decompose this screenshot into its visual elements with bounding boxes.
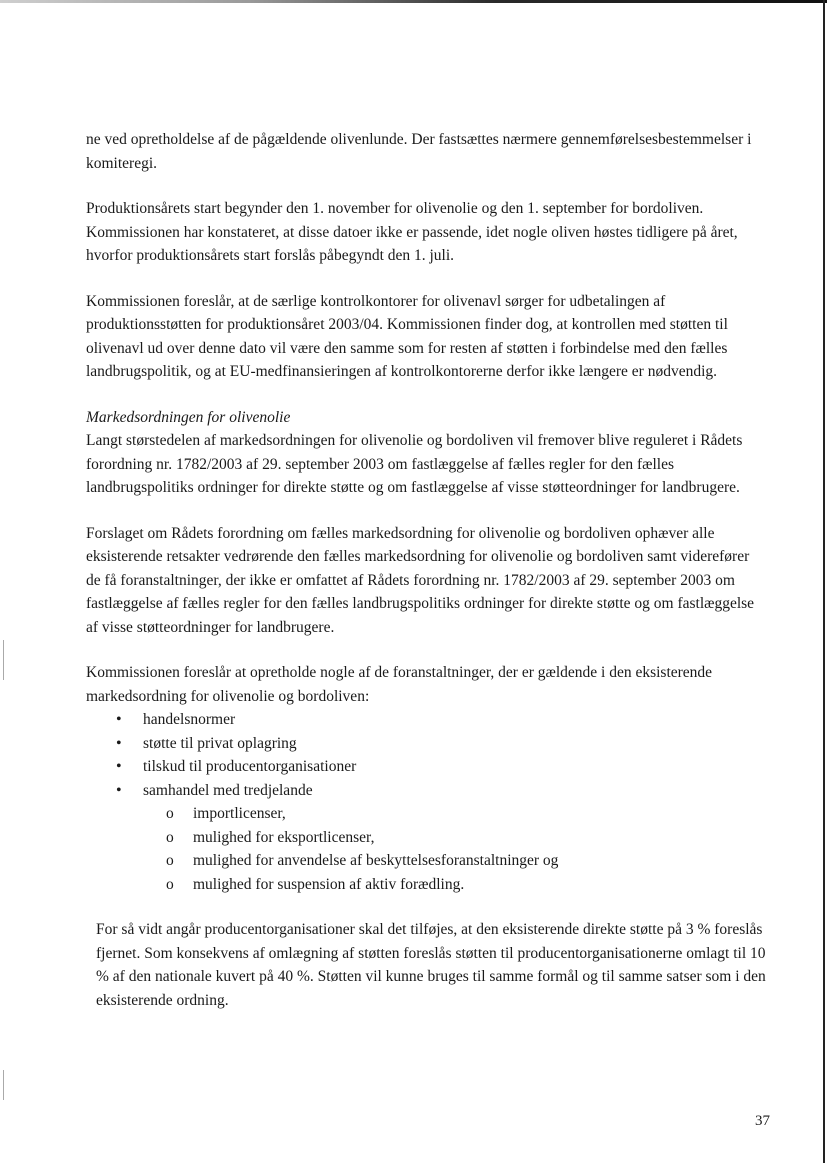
section-heading: Markedsordningen for olivenolie [86, 408, 291, 426]
list-item: • tilskud til producentorganisationer [116, 755, 766, 779]
list-item: • handelsnormer [116, 708, 766, 732]
page-number: 37 [755, 1113, 770, 1129]
document-page [86, 128, 766, 1034]
paragraph: Forslaget om Rådets forordning om fælles markedsordning for olivenolie og bordoliven ophæver alle eksisterende retsakter vedrørende den fælles markedsordning for olivenolie og bordoliven samt viderefører de få foranstaltninger, der ikke er omfattet af Rådets forordning nr. 1782/2003 af 29. september 2003 om fastlæggelse af fælles regler for den fælles landbrugspolitiks ordninger for direkte støtte og om fastlæggelse af visse støtteordninger for landbrugere. [86, 524, 755, 636]
paragraph: ne ved opretholdelse af de pågældende olivenlunde. Der fastsættes nærmere gennemførelsesbestemmelser i komiteregi. [86, 131, 752, 172]
list-item: • samhandel med tredjelande [116, 779, 766, 803]
sub-list-item: o mulighed for eksportlicenser, [166, 826, 766, 850]
sub-list-item: o mulighed for suspension af aktiv forædling. [166, 873, 766, 897]
paragraph: Langt størstedelen af markedsordningen for olivenolie og bordoliven vil fremover blive reguleret i Rådets forordning nr. 1782/2003 af 29. september 2003 om fastlæggelse af fælles regler for den fælles landbrugspolitiks ordninger for direkte støtte og om fastlæggelse af visse støtteordninger for landbrugere. [86, 432, 743, 496]
scan-edge-top [0, 0, 827, 3]
paragraph: Kommissionen foreslår at opretholde nogle af de foranstaltninger, der er gældende i den eksisterende markedsordning for olivenolie og bordoliven: [86, 664, 713, 705]
paragraph: For så vidt angår producentorganisationer skal det tilføjes, at den eksisterende direkte støtte på 3 % foreslås fjernet. Som konsekvens af omlægning af støtten foreslås støtten til producentorganisationerne omlagt til 10 % af den nationale kuvert på 40 %. Støtten vil kunne bruges til samme formål og til samme satser som i den eksisterende ordning. [96, 921, 766, 1009]
scan-mark-left [3, 1070, 4, 1100]
sub-list-item: o mulighed for anvendelse af beskyttelsesforanstaltninger og [166, 849, 766, 873]
bullet-list [86, 708, 766, 802]
paragraph: Produktionsårets start begynder den 1. november for olivenolie og den 1. september for bordoliven. Kommissionen har konstateret, at disse datoer ikke er passende, idet nogle oliven høstes tidligere på året, hvorfor produktionsårets start forslås påbegyndt den 1. juli. [86, 200, 738, 264]
sub-list-item: o importlicenser, [166, 802, 766, 826]
scan-edge-right [823, 0, 825, 1163]
paragraph: Kommissionen foreslår, at de særlige kontrolkontorer for olivenavl sørger for udbetalingen af produktionsstøtten for produktionsåret 2003/04. Kommissionen finder dog, at kontrollen med støtten til olivenavl ud over denne dato vil være den samme som for resten af støtten i forbindelse med den fælles landbrugspolitik, og at EU-medfinansieringen af kontrolkontorerne derfor ikke længere er nødvendig. [86, 292, 728, 380]
sub-bullet-list [86, 802, 766, 896]
list-item: • støtte til privat oplagring [116, 732, 766, 756]
scan-mark-left [3, 640, 4, 680]
spacer [86, 896, 766, 918]
